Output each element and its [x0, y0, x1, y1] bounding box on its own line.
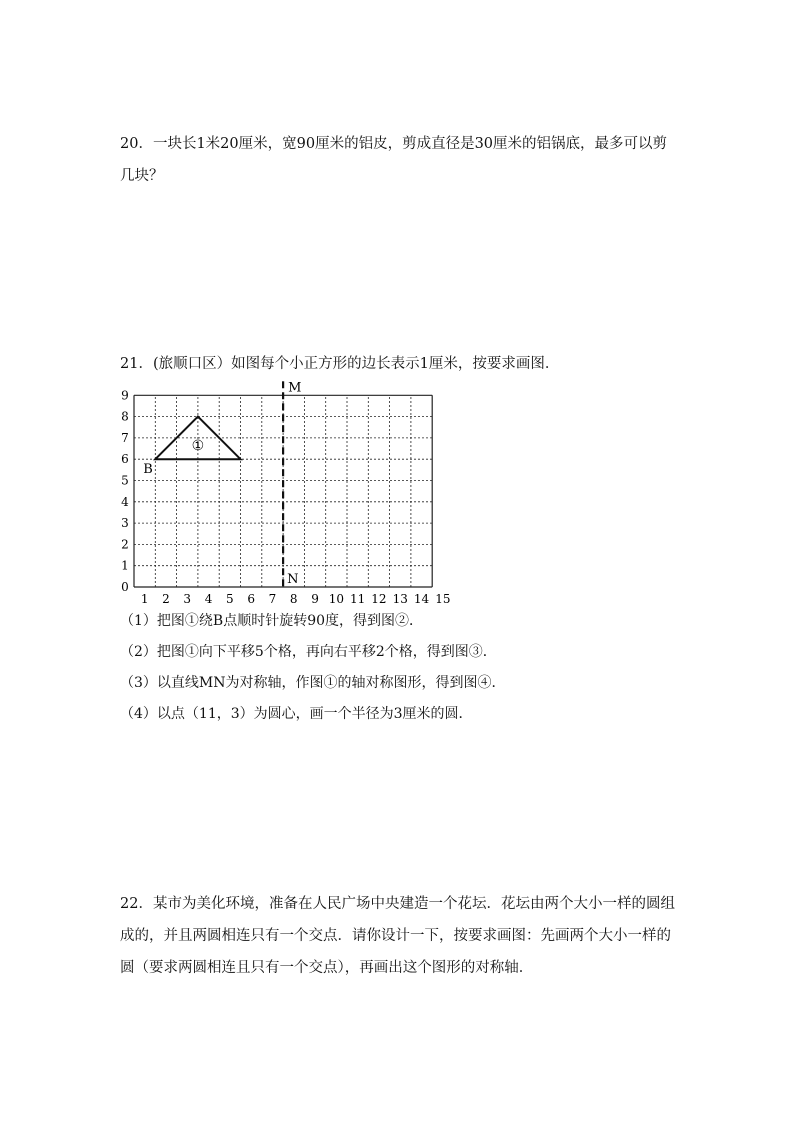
x-tick-label: 6: [247, 592, 255, 605]
y-tick-label: 0: [121, 580, 129, 594]
question-20: 20．一块长1米20厘米，宽90厘米的铝皮，剪成直径是30厘米的铝锅底，最多可以剪几块？: [120, 136, 668, 184]
x-tick-label: 4: [204, 592, 213, 605]
y-tick-label: 9: [121, 388, 129, 403]
triangle-number-label: ①: [191, 438, 205, 454]
y-tick-label: 6: [121, 452, 129, 467]
subquestion-list: [120, 606, 680, 730]
question-22: 22．某市为美化环境，准备在人民广场中央建造一个花坛．花坛由两个大小一样的圆组成的，并且两圆相连只有一个交点．请你设计一下，按要求画图：先画两个大小一样的圆（要求两圆相连且只有一个交点），再画出这个图形的对称轴．: [120, 896, 675, 976]
y-tick-label: 2: [121, 537, 129, 552]
x-tick-label: 12: [371, 592, 387, 605]
x-tick-label: 13: [392, 592, 408, 605]
subquestion-4: （4）以点（11，3）为圆心，画一个半径为3厘米的圆．: [120, 706, 473, 722]
x-tick-label: 5: [226, 592, 234, 605]
subquestion-1: （1）把图①绕B点顺时针旋转90度，得到图②．: [120, 613, 424, 629]
y-tick-label: 8: [121, 409, 129, 424]
coordinate-grid-figure: [112, 375, 472, 605]
axis-label-m: M: [288, 380, 302, 396]
x-tick-label: 2: [162, 592, 170, 605]
y-tick-label: 7: [121, 430, 129, 445]
x-tick-label: 11: [350, 592, 366, 605]
axis-label-n: N: [287, 572, 299, 587]
y-tick-label: 5: [121, 473, 129, 488]
question-21-intro: 21．(旅顺口区）如图每个小正方形的边长表示1厘米，按要求画图．: [120, 356, 560, 372]
x-tick-label: 8: [289, 592, 298, 605]
subquestion-3: （3）以直线MN为对称轴，作图①的轴对称图形，得到图④．: [120, 675, 506, 691]
y-tick-label: 3: [121, 516, 129, 531]
shapes: [143, 380, 301, 587]
x-tick-label: 15: [435, 592, 451, 605]
x-tick-label: 9: [311, 592, 319, 605]
vertex-label-b: B: [143, 462, 153, 478]
y-tick-label: 1: [121, 558, 129, 573]
tick-labels: [121, 388, 450, 605]
x-tick-label: 14: [413, 592, 430, 605]
x-tick-label: 7: [268, 592, 277, 605]
x-tick-label: 3: [183, 592, 192, 605]
x-tick-label: 1: [140, 592, 149, 605]
x-tick-label: 10: [328, 592, 344, 605]
y-tick-label: 4: [121, 494, 129, 509]
subquestion-2: （2）把图①向下平移5个格，再向右平移2个格，得到图③．: [120, 644, 497, 660]
